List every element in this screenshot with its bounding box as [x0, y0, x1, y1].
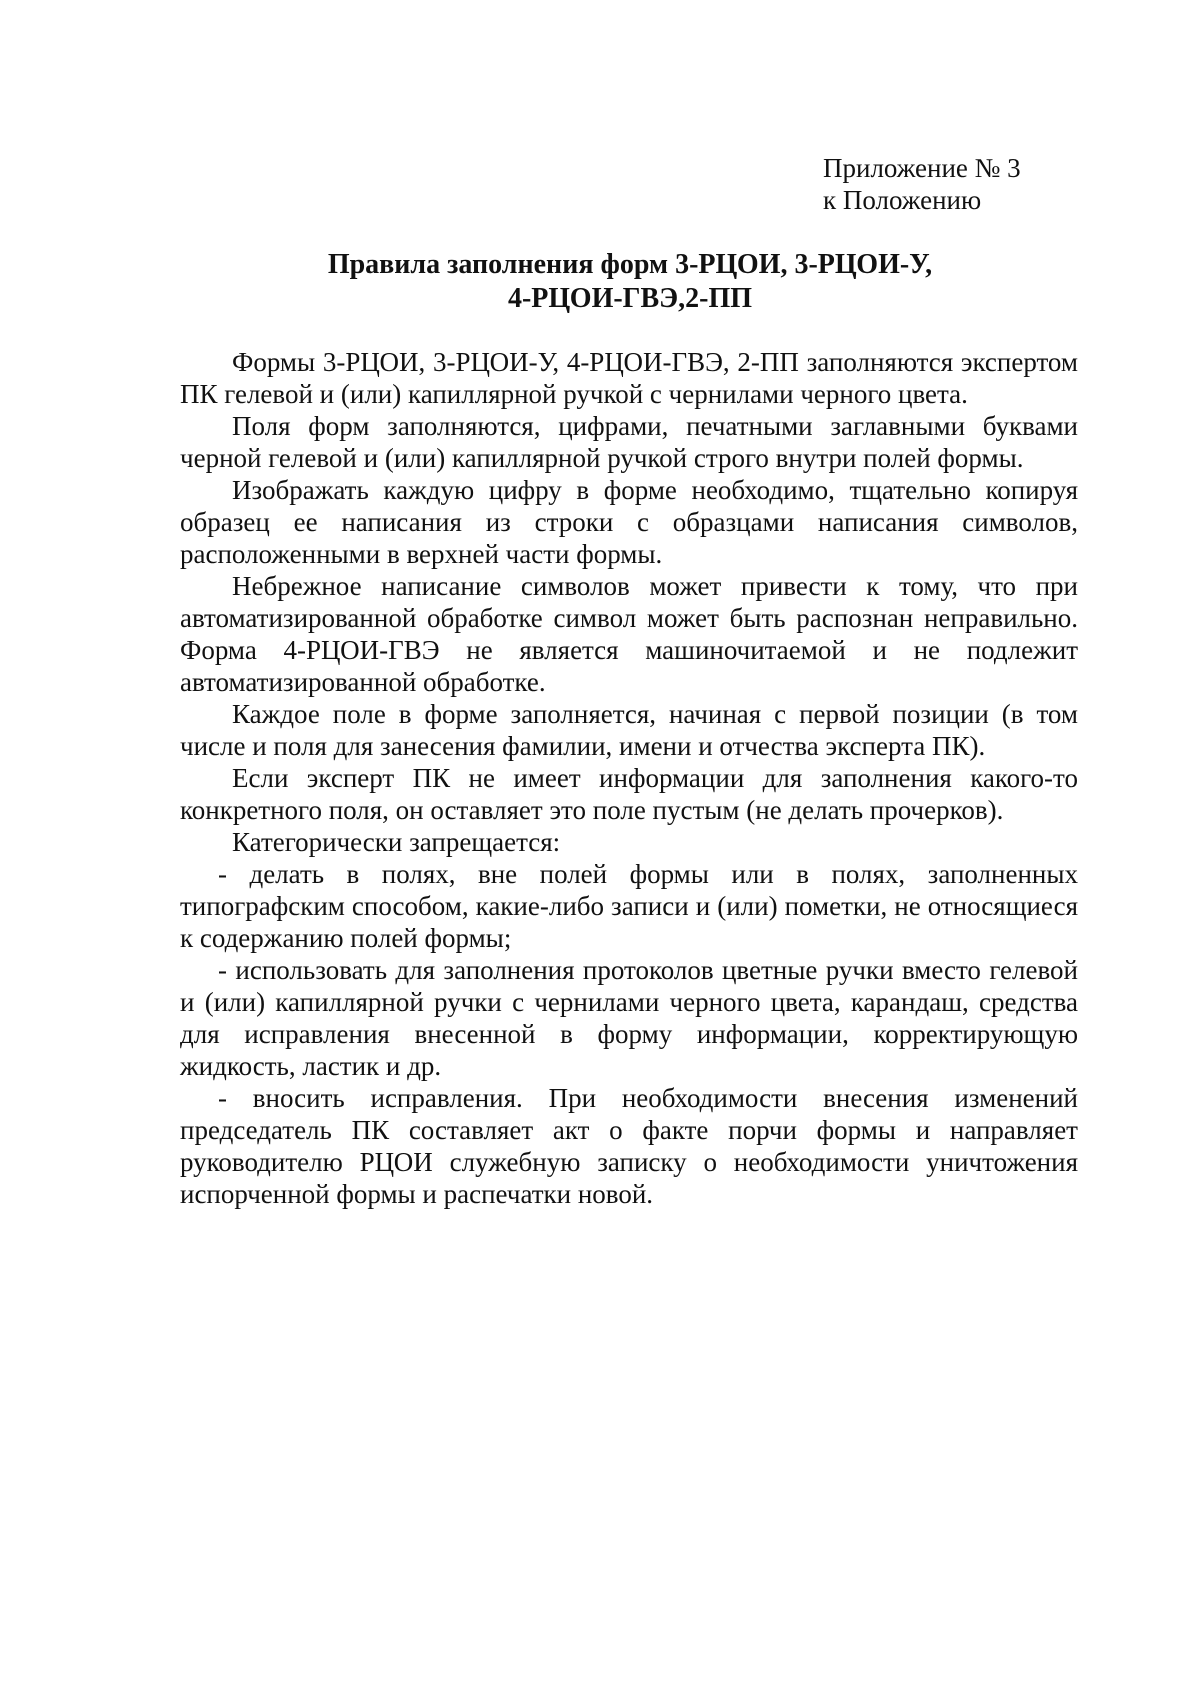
paragraph-first-position: Каждое поле в форме заполняется, начиная с первой позиции (в том числе и поля для занесения фамилии, имени и отчества эксперта ПК).: [180, 699, 1078, 761]
title-line-2: 4-РЦОИ-ГВЭ,2-ПП: [507, 283, 753, 314]
prohibited-item-corrections: - вносить исправления. При необходимости внесения изменений председатель ПК составляет акт о факте порчи формы и направляет руководителю РЦОИ служебную записку о необходимости уничтожения испорченной формы и распечатки новой.: [180, 1083, 1078, 1209]
paragraph-fields-filling: Поля форм заполняются, цифрами, печатными заглавными буквами черной гелевой и (или) капиллярной ручкой строго внутри полей формы.: [180, 411, 1078, 473]
paragraph-prohibited-heading: Категорически запрещается:: [232, 827, 561, 857]
appendix-number: Приложение № 3: [823, 153, 1021, 183]
paragraph-careless-writing: Небрежное написание символов может привести к тому, что при автоматизированной обработке символ может быть распознан неправильно. Форма 4-РЦОИ-ГВЭ не является машиночитаемой и не подлежит автоматизированной обработке.: [180, 571, 1078, 697]
paragraph-digit-copying: Изображать каждую цифру в форме необходимо, тщательно копируя образец ее написания из строки с образцами написания символов, расположенными в верхней части формы.: [180, 475, 1078, 569]
paragraph-empty-field: Если эксперт ПК не имеет информации для заполнения какого-то конкретного поля, он оставляет это поле пустым (не делать прочерков).: [180, 763, 1078, 825]
appendix-reference: [823, 152, 1123, 216]
paragraph-forms-filling: Формы 3-РЦОИ, 3-РЦОИ-У, 4-РЦОИ-ГВЭ, 2-ПП заполняются экспертом ПК гелевой и (или) капиллярной ручкой с чернилами черного цвета.: [180, 347, 1078, 409]
document-title: [0, 248, 1200, 316]
prohibited-item-marks: - делать в полях, вне полей формы или в полях, заполненных типографским способом, какие-либо записи и (или) пометки, не относящиеся к содержанию полей формы;: [180, 859, 1078, 953]
prohibited-item-colored-pens: - использовать для заполнения протоколов цветные ручки вместо гелевой и (или) капиллярной ручки с чернилами черного цвета, карандаш, средства для исправления внесенной в форму информации, корректирующую жидкость, ластик и др.: [180, 955, 1078, 1081]
document-body: [180, 346, 1078, 1210]
title-line-1: Правила заполнения форм 3-РЦОИ, 3-РЦОИ-У,: [327, 249, 933, 280]
appendix-regulation: к Положению: [823, 185, 982, 215]
